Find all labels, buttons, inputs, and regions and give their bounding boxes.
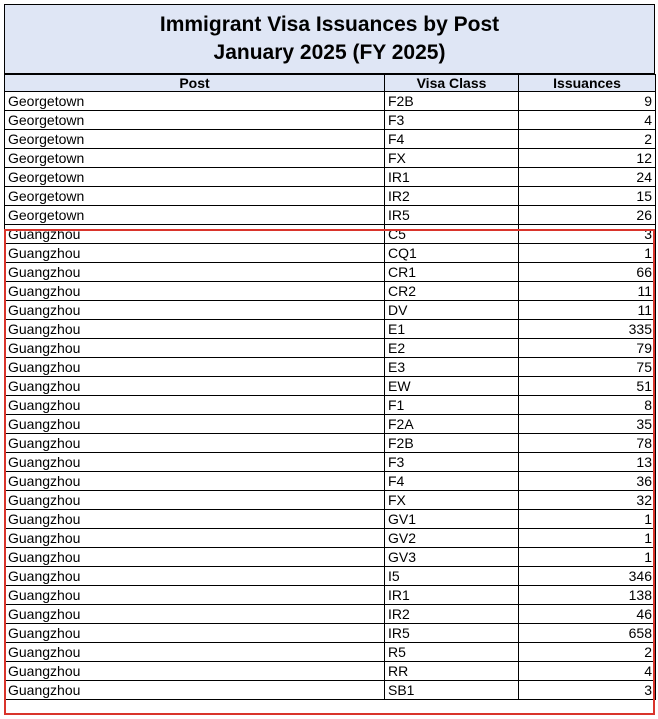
cell-issuances: 1 — [519, 548, 656, 567]
cell-post: Guangzhou — [5, 282, 385, 301]
cell-post: Guangzhou — [5, 529, 385, 548]
cell-issuances: 66 — [519, 263, 656, 282]
cell-visa-class: E1 — [385, 320, 519, 339]
cell-issuances: 2 — [519, 130, 656, 149]
cell-visa-class: CR1 — [385, 263, 519, 282]
column-header-issuances: Issuances — [519, 75, 656, 92]
report-subtitle: January 2025 (FY 2025) — [213, 41, 446, 64]
cell-visa-class: F3 — [385, 111, 519, 130]
table-row — [5, 529, 656, 548]
table-row — [5, 301, 656, 320]
cell-issuances: 78 — [519, 434, 656, 453]
cell-visa-class: IR2 — [385, 187, 519, 206]
cell-post: Georgetown — [5, 130, 385, 149]
table-row — [5, 396, 656, 415]
table-row — [5, 662, 656, 681]
table-row — [5, 339, 656, 358]
cell-issuances: 75 — [519, 358, 656, 377]
cell-issuances: 13 — [519, 453, 656, 472]
table-row — [5, 415, 656, 434]
table-row — [5, 149, 656, 168]
cell-post: Guangzhou — [5, 358, 385, 377]
table-row — [5, 586, 656, 605]
cell-post: Guangzhou — [5, 244, 385, 263]
cell-issuances: 8 — [519, 396, 656, 415]
table-row — [5, 643, 656, 662]
cell-visa-class: F2B — [385, 92, 519, 111]
cell-issuances: 335 — [519, 320, 656, 339]
table-row — [5, 206, 656, 225]
cell-visa-class: IR5 — [385, 206, 519, 225]
table-row — [5, 453, 656, 472]
table-row — [5, 187, 656, 206]
cell-post: Georgetown — [5, 206, 385, 225]
report-title: Immigrant Visa Issuances by Post — [159, 13, 500, 36]
cell-visa-class: CR2 — [385, 282, 519, 301]
table-header-row — [5, 75, 656, 92]
column-header-visa-class: Visa Class — [385, 75, 519, 92]
cell-visa-class: F4 — [385, 472, 519, 491]
table-row — [5, 168, 656, 187]
cell-post: Guangzhou — [5, 624, 385, 643]
cell-issuances: 4 — [519, 111, 656, 130]
cell-post: Guangzhou — [5, 453, 385, 472]
cell-visa-class: IR5 — [385, 624, 519, 643]
table-row — [5, 358, 656, 377]
cell-visa-class: FX — [385, 491, 519, 510]
cell-post: Guangzhou — [5, 605, 385, 624]
cell-post: Guangzhou — [5, 434, 385, 453]
cell-post: Guangzhou — [5, 472, 385, 491]
table-row — [5, 320, 656, 339]
table-row — [5, 491, 656, 510]
cell-visa-class: I5 — [385, 567, 519, 586]
cell-post: Guangzhou — [5, 491, 385, 510]
cell-issuances: 11 — [519, 301, 656, 320]
cell-issuances: 46 — [519, 605, 656, 624]
cell-visa-class: SB1 — [385, 681, 519, 700]
cell-visa-class: RR — [385, 662, 519, 681]
cell-post: Guangzhou — [5, 225, 385, 244]
table-row — [5, 567, 656, 586]
table-row — [5, 130, 656, 149]
cell-post: Guangzhou — [5, 415, 385, 434]
cell-visa-class: F2A — [385, 415, 519, 434]
cell-post: Guangzhou — [5, 548, 385, 567]
cell-issuances: 9 — [519, 92, 656, 111]
cell-visa-class: R5 — [385, 643, 519, 662]
cell-post: Guangzhou — [5, 263, 385, 282]
cell-issuances: 2 — [519, 643, 656, 662]
cell-issuances: 15 — [519, 187, 656, 206]
cell-visa-class: F1 — [385, 396, 519, 415]
cell-post: Georgetown — [5, 92, 385, 111]
cell-visa-class: IR1 — [385, 168, 519, 187]
cell-post: Guangzhou — [5, 396, 385, 415]
table-row — [5, 225, 656, 244]
cell-post: Guangzhou — [5, 377, 385, 396]
cell-visa-class: GV1 — [385, 510, 519, 529]
cell-post: Guangzhou — [5, 301, 385, 320]
cell-visa-class: F3 — [385, 453, 519, 472]
cell-post: Guangzhou — [5, 681, 385, 700]
cell-visa-class: C5 — [385, 225, 519, 244]
cell-issuances: 1 — [519, 244, 656, 263]
cell-visa-class: F2B — [385, 434, 519, 453]
cell-post: Guangzhou — [5, 567, 385, 586]
cell-visa-class: EW — [385, 377, 519, 396]
cell-issuances: 1 — [519, 510, 656, 529]
cell-issuances: 11 — [519, 282, 656, 301]
cell-post: Guangzhou — [5, 339, 385, 358]
table-row — [5, 263, 656, 282]
column-header-post: Post — [5, 75, 385, 92]
table-row — [5, 111, 656, 130]
cell-visa-class: IR1 — [385, 586, 519, 605]
cell-issuances: 35 — [519, 415, 656, 434]
report-title-box — [4, 4, 655, 74]
table-row — [5, 377, 656, 396]
cell-issuances: 1 — [519, 529, 656, 548]
cell-issuances: 32 — [519, 491, 656, 510]
cell-visa-class: F4 — [385, 130, 519, 149]
cell-visa-class: E3 — [385, 358, 519, 377]
cell-visa-class: GV2 — [385, 529, 519, 548]
visa-issuances-sheet — [4, 4, 655, 700]
table-row — [5, 510, 656, 529]
table-row — [5, 624, 656, 643]
cell-issuances: 36 — [519, 472, 656, 491]
table-row — [5, 548, 656, 567]
cell-post: Guangzhou — [5, 662, 385, 681]
cell-visa-class: E2 — [385, 339, 519, 358]
cell-post: Georgetown — [5, 168, 385, 187]
cell-post: Georgetown — [5, 149, 385, 168]
cell-post: Georgetown — [5, 187, 385, 206]
cell-issuances: 26 — [519, 206, 656, 225]
table-row — [5, 472, 656, 491]
table-row — [5, 92, 656, 111]
table-row — [5, 244, 656, 263]
table-row — [5, 434, 656, 453]
cell-post: Guangzhou — [5, 510, 385, 529]
cell-issuances: 138 — [519, 586, 656, 605]
cell-visa-class: FX — [385, 149, 519, 168]
table-row — [5, 681, 656, 700]
cell-post: Guangzhou — [5, 586, 385, 605]
cell-visa-class: GV3 — [385, 548, 519, 567]
cell-visa-class: DV — [385, 301, 519, 320]
table-body — [5, 92, 656, 700]
cell-issuances: 79 — [519, 339, 656, 358]
issuances-table — [4, 74, 656, 700]
cell-issuances: 4 — [519, 662, 656, 681]
cell-post: Georgetown — [5, 111, 385, 130]
cell-issuances: 12 — [519, 149, 656, 168]
cell-issuances: 346 — [519, 567, 656, 586]
table-row — [5, 605, 656, 624]
cell-issuances: 51 — [519, 377, 656, 396]
cell-post: Guangzhou — [5, 320, 385, 339]
cell-issuances: 3 — [519, 225, 656, 244]
cell-visa-class: CQ1 — [385, 244, 519, 263]
cell-issuances: 658 — [519, 624, 656, 643]
cell-post: Guangzhou — [5, 643, 385, 662]
cell-issuances: 24 — [519, 168, 656, 187]
cell-visa-class: IR2 — [385, 605, 519, 624]
cell-issuances: 3 — [519, 681, 656, 700]
table-row — [5, 282, 656, 301]
